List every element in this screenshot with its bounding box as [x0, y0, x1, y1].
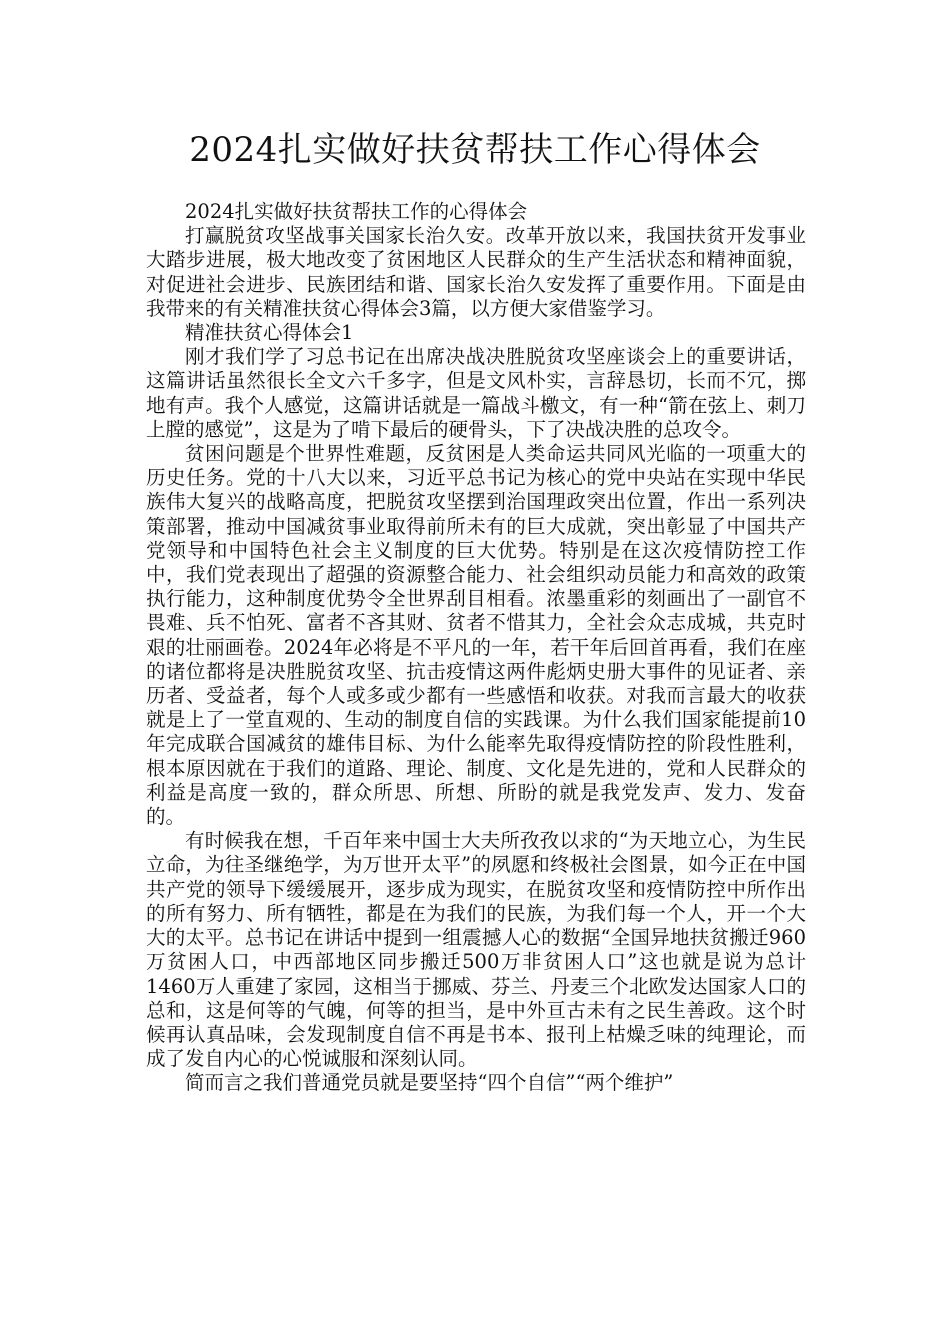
document-title: 2024扎实做好扶贫帮扶工作心得体会	[189, 130, 761, 170]
section-heading: 精准扶贫心得体会1	[185, 321, 354, 345]
document-body	[146, 200, 806, 1096]
paragraph: 简而言之我们普通党员就是要坚持“四个自信”“两个维护”	[185, 1071, 674, 1095]
paragraph: 刚才我们学了习总书记在出席决战决胜脱贫攻坚座谈会上的重要讲话，这篇讲话虽然很长全文六千多字，但是文风朴实，言辞恳切，长而不冗，掷地有声。我个人感觉，这篇讲话就是一篇战斗檄文，有一种“箭在弦上、刺刀上膛的感觉”，这是为了啃下最后的硬骨头，下了决战决胜的总攻令。	[146, 345, 806, 441]
paragraph-subtitle: 2024扎实做好扶贫帮扶工作的心得体会	[185, 200, 528, 223]
paragraph-intro: 打赢脱贫攻坚战事关国家长治久安。改革开放以来，我国扶贫开发事业大踏步进展，极大地改变了贫困地区人民群众的生产生活状态和精神面貌，对促进社会进步、民族团结和谐、国家长治久安发挥了重要作用。下面是由我带来的有关精准扶贫心得体会3篇，以方便大家借鉴学习。	[146, 224, 806, 320]
paragraph: 有时候我在想，千百年来中国士大夫所孜孜以求的“为天地立心，为生民立命，为往圣继绝学，为万世开太平”的夙愿和终极社会图景，如今正在中国共产党的领导下缓缓展开，逐步成为现实，在脱贫攻坚和疫情防控中所作出的所有努力、所有牺牲，都是在为我们的民族，为我们每一个人，开一个大大的太平。总书记在讲话中提到一组震撼人心的数据“全国异地扶贫搬迁960万贫困人口，中西部地区同步搬迁500万非贫困人口”这也就是说为总计1460万人重建了家园，这相当于挪威、芬兰、丹麦三个北欧发达国家人口的总和，这是何等的气魄，何等的担当，是中外亘古未有之民生善政。这个时候再认真品味，会发现制度自信不再是书本、报刊上枯燥乏味的纯理论，而成了发自内心的心悦诚服和深刻认同。	[146, 829, 806, 1071]
paragraph: 贫困问题是个世界性难题，反贫困是人类命运共同风光临的一项重大的历史任务。党的十八大以来，习近平总书记为核心的党中央站在实现中华民族伟大复兴的战略高度，把脱贫攻坚摆到治国理政突出位置，作出一系列决策部署，推动中国减贫事业取得前所未有的巨大成就，突出彰显了中国共产党领导和中国特色社会主义制度的巨大优势。特别是在这次疫情防控工作中，我们党表现出了超强的资源整合能力、社会组织动员能力和高效的政策执行能力，这种制度优势令全世界刮目相看。浓墨重彩的刻画出了一副官不畏难、兵不怕死、富者不吝其财、贫者不惜其力，全社会众志成城，共克时艰的壮丽画卷。2024年必将是不平凡的一年，若干年后回首再看，我们在座的诸位都将是决胜脱贫攻坚、抗击疫情这两件彪炳史册大事件的见证者、亲历者、受益者，每个人或多或少都有一些感悟和收获。对我而言最大的收获就是上了一堂直观的、生动的制度自信的实践课。为什么我们国家能提前10年完成联合国减贫的雄伟目标、为什么能率先取得疫情防控的阶段性胜利，根本原因就在于我们的道路、理论、制度、文化是先进的，党和人民群众的利益是高度一致的，群众所思、所想、所盼的就是我党发声、发力、发奋的。	[146, 442, 806, 829]
